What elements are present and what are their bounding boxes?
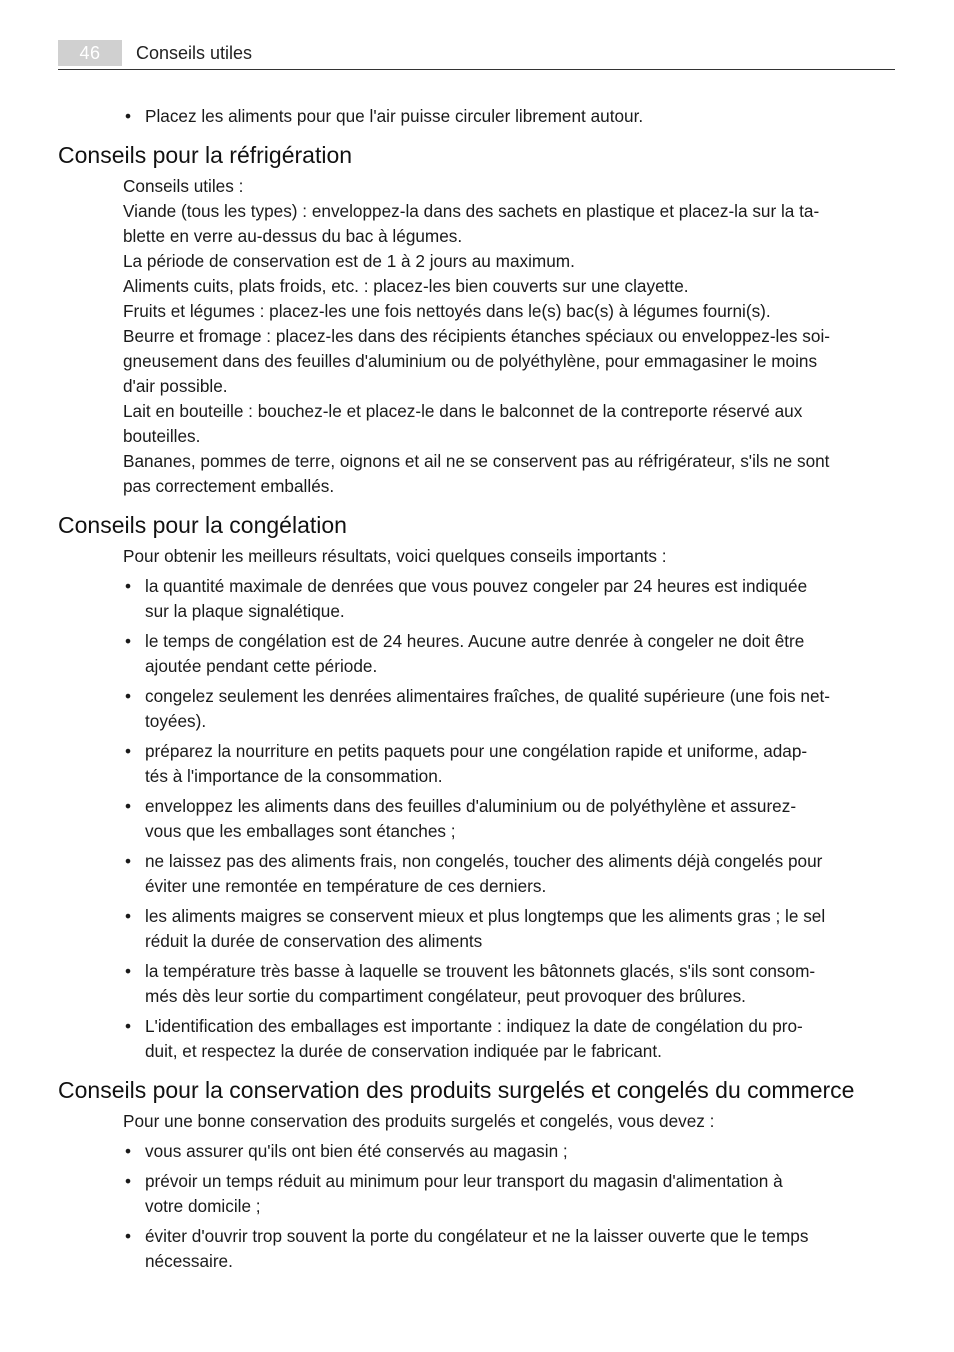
text-line: tés à l'importance de la consommation. [145,766,443,786]
text-line: més dès leur sortie du compartiment congélateur, peut provoquer des brûlures. [145,986,746,1006]
refrigeration-body [123,174,898,499]
text-line: toyées). [145,711,207,731]
text-line: éviter une remontée en température de ces derniers. [145,876,547,896]
text-line: votre domicile ; [145,1196,261,1216]
list-item [123,574,898,624]
text-line: vous que les emballages sont étanches ; [145,821,456,841]
text-line: Aliments cuits, plats froids, etc. : placez-les bien couverts sur une clayette. [123,276,689,296]
text-line: • congelez seulement les denrées alimentaires fraîches, de qualité supérieure (une fois net- [145,686,831,706]
text-line: gneusement dans des feuilles d'aluminium ou de polyéthylène, pour emmagasiner le moins [123,351,818,371]
page-content [58,104,898,1274]
text-line: • prévoir un temps réduit au minimum pour leur transport du magasin d'alimentation à [145,1171,783,1191]
section-heading-commercial: Conseils pour la conservation des produits surgelés et congelés du commerce [58,1077,855,1103]
running-title: Conseils utiles [136,43,253,63]
text-line: • vous assurer qu'ils ont bien été conservés au magasin ; [145,1141,568,1161]
freezing-body [123,544,898,1064]
text-line: Viande (tous les types) : enveloppez-la dans des sachets en plastique et placez-la sur la ta- [123,201,820,221]
list-item [123,1224,898,1274]
section-intro: Pour obtenir les meilleurs résultats, voici quelques conseils importants : [123,546,667,566]
bullet-text: Placez les aliments pour que l'air puisse circuler librement autour. [145,106,644,126]
text-line: • le temps de congélation est de 24 heures. Aucune autre denrée à congeler ne doit être [145,631,805,651]
list-item [123,629,898,679]
intro-list [123,104,898,129]
text-line: d'air possible. [123,376,228,396]
text-line: • L'identification des emballages est importante : indiquez la date de congélation du pro- [145,1016,803,1036]
text-line: • la quantité maximale de denrées que vous pouvez congeler par 24 heures est indiquée [145,576,808,596]
list-item [123,1014,898,1064]
text-line: Bananes, pommes de terre, oignons et ail ne se conservent pas au réfrigérateur, s'ils ne sont [123,451,830,471]
list-item [123,1169,898,1219]
text-line: sur la plaque signalétique. [145,601,345,621]
text-line: La période de conservation est de 1 à 2 jours au maximum. [123,251,575,271]
page-number: 46 [58,40,122,66]
text-line: • les aliments maigres se conservent mieux et plus longtemps que les aliments gras ; le sel [145,906,826,926]
list-item [123,104,898,129]
section-intro: Pour une bonne conservation des produits surgelés et congelés, vous devez : [123,1111,715,1131]
text-line: Fruits et légumes : placez-les une fois nettoyés dans le(s) bac(s) à légumes fourni(s). [123,301,771,321]
commercial-body [123,1109,898,1274]
text-line: blette en verre au-dessus du bac à légumes. [123,226,463,246]
freezing-tips-list [123,574,898,1064]
text-line: Lait en bouteille : bouchez-le et placez-le dans le balconnet de la contreporte réservé aux [123,401,803,421]
list-item [123,849,898,899]
text-line: • la température très basse à laquelle se trouvent les bâtonnets glacés, s'ils sont consom- [145,961,816,981]
header-divider [58,69,895,70]
list-item [123,904,898,954]
list-item [123,794,898,844]
text-line: Beurre et fromage : placez-les dans des récipients étanches spéciaux ou enveloppez-les soi- [123,326,830,346]
text-line: • éviter d'ouvrir trop souvent la porte du congélateur et ne la laisser ouverte que le temps [145,1226,809,1246]
text-line: ajoutée pendant cette période. [145,656,378,676]
section-heading-freezing: Conseils pour la congélation [58,512,347,538]
text-line: • préparez la nourriture en petits paquets pour une congélation rapide et uniforme, adap- [145,741,808,761]
text-line: • enveloppez les aliments dans des feuilles d'aluminium ou de polyéthylène et assurez- [145,796,797,816]
section-heading-refrigeration: Conseils pour la réfrigération [58,142,353,168]
list-item [123,1139,898,1164]
text-line: duit, et respectez la durée de conservation indiquée par le fabricant. [145,1041,662,1061]
text-line: • ne laissez pas des aliments frais, non congelés, toucher des aliments déjà congelés pour [145,851,823,871]
text-line: bouteilles. [123,426,201,446]
text-line: réduit la durée de conservation des aliments [145,931,483,951]
list-item [123,959,898,1009]
text-line: nécessaire. [145,1251,233,1271]
commercial-tips-list [123,1139,898,1274]
page-header [58,40,895,70]
list-item [123,684,898,734]
text-line: pas correctement emballés. [123,476,335,496]
text-line: Conseils utiles : [123,176,244,196]
list-item [123,739,898,789]
